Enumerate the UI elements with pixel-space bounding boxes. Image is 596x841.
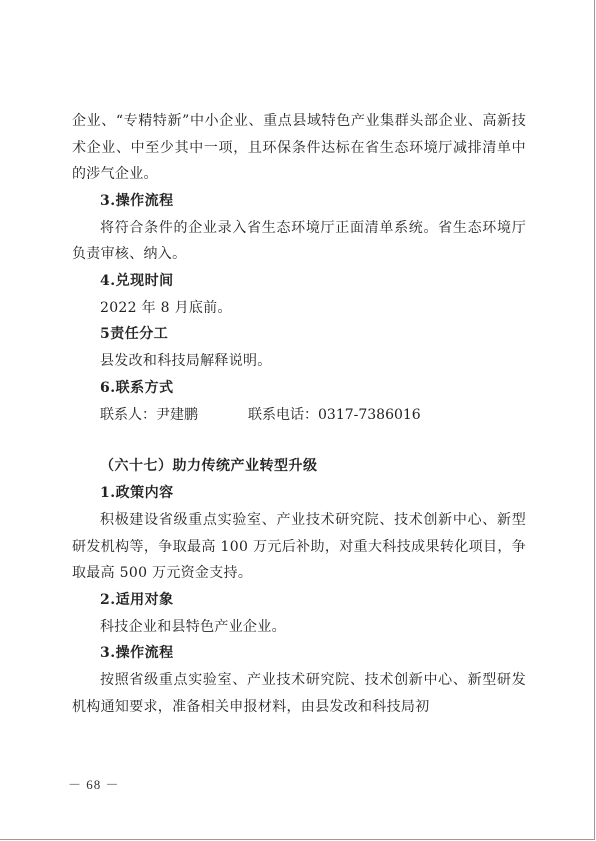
heading-operation-process-67: 3.操作流程	[100, 645, 174, 661]
contact-person: 联系人：尹建鹏	[100, 406, 198, 423]
paragraph-operation-process: 将符合条件的企业录入省生态环境厅正面清单系统。省生态环境厅负责审核、纳入。	[72, 219, 526, 262]
contact-line	[72, 402, 526, 429]
section-title-67: （六十七）助力传统产业转型升级	[100, 458, 318, 474]
heading-policy-content: 1.政策内容	[100, 485, 174, 501]
paragraph-applicable-objects: 科技企业和县特色产业企业。	[100, 618, 286, 635]
paragraph-responsibility: 县发改和科技局解释说明。	[100, 353, 272, 369]
heading-contact: 6.联系方式	[100, 379, 174, 396]
paragraph-policy-content: 积极建设省级重点实验室、产业技术研究院、技术创新中心、新型研发机构等，争取最高 100 万元后补助，对重大科技成果转化项目，争取最高 500 万元资金支持。	[72, 512, 526, 581]
document-body	[72, 108, 526, 720]
paragraph-operation-process-67: 按照省级重点实验室、产业技术研究院、技术创新中心、新型研发机构通知要求，准备相关申报材料，由县发改和科技局初	[72, 672, 526, 715]
page-number: － 68 －	[68, 777, 120, 792]
heading-fulfillment-time: 4.兑现时间	[100, 272, 174, 289]
heading-applicable-objects: 2.适用对象	[100, 591, 174, 608]
section-gap	[72, 428, 526, 453]
paragraph-eligibility: 企业、“专精特新”中小企业、重点县域特色产业集群头部企业、高新技术企业、中至少其中一项，且环保条件达标在省生态环境厅减排清单中的涉气企业。	[72, 113, 526, 182]
contact-phone: 联系电话：0317-7386016	[248, 406, 421, 423]
heading-operation-process: 3.操作流程	[100, 192, 174, 209]
heading-responsibility: 5责任分工	[100, 326, 169, 342]
paragraph-fulfillment-time: 2022 年 8 月底前。	[100, 299, 232, 316]
